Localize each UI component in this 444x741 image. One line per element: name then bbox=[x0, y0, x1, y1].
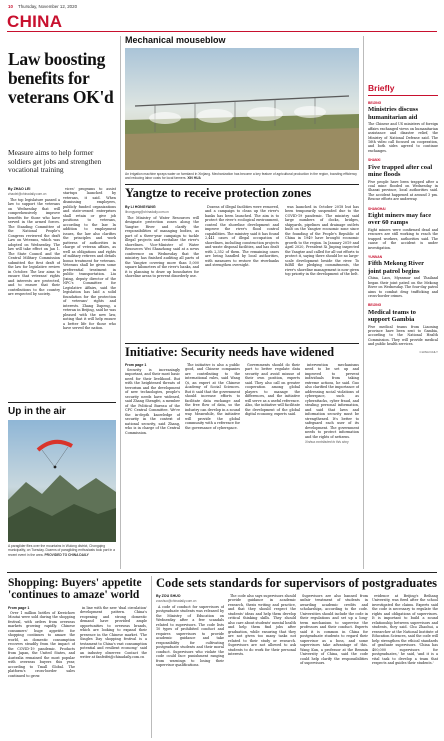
upintheair-kicker: Up in the air bbox=[8, 406, 66, 417]
brief-location: BEIJING bbox=[368, 101, 382, 105]
briefly-title: Briefly bbox=[368, 83, 395, 93]
yangtze-headline: Yangtze to receive protection zones bbox=[125, 186, 312, 200]
codeset-col3-text: Supervisors are also banned from unfair treatment of students in awarding academic credits and scholarships, according to the code. Universities should include the code in their regulations and set up a long-term mechanism to supervise the professors and their conduct. Experts said it is common in China for postgraduate students to regard their supervisor as a boss, and some supervisors take advantage of this. Wang Kun, a professor at the Renmin University of China, said the code could help clarify the responsibilities of supervisors. bbox=[300, 594, 368, 666]
yangtze-col1-text: The Ministry of Water Resources will designate protection zones along the Yangtze River and clarify the responsibilities of managing bodies, as part of a three-year campaign to tackle illegal projects and revitalize the river's shorelines. Vice-Minister of Water Resources Wei Shanzhong said at a news conference on Wednesday that the ministry has finished auditing all parts of the Yangtze covering more than 5,000 square kilometers of the river's banks, and it is planning to draw up boundaries for shoreline areas to prevent disorderly use. bbox=[125, 216, 199, 279]
brief-headline: Eight miners may face over 60 ramps bbox=[368, 211, 432, 227]
brief-headline: Ministries discuss humanitarian aid bbox=[368, 106, 419, 121]
brief-location: SHANXI bbox=[368, 158, 381, 163]
brief-body: Eight miners were confirmed dead and rescuers are still working to reach the trapped workers, authorities said. The cause of the accident is under investigation. bbox=[368, 227, 438, 250]
codeset-col4-text: evidence at Beijing's Beihang University, was fired after the school investigated the claims. Experts said the code is necessary to regulate the rights and obligations of supervisors. It is important to build a sound relationship between supervisors and students, they said. Chu Zhaohui, a researcher at the National Institute of Education Sciences, said the code will help strengthen the ethical standards of graduate supervisors. 'China has 400,000 supervisors for postgraduates,' he said, 'and it is a vital task to develop a team that respects and guides their students.' bbox=[372, 594, 438, 666]
byline: By ZOU SHUO bbox=[156, 594, 181, 598]
brief-body: Five medical teams from Liaoning province have been sent to Gambia, according to the National Health Commission. They will provide medical and public health services. bbox=[368, 324, 438, 347]
brief-body: The Chinese and US ministers of foreign affairs exchanged views on humanitarian assistance and disaster relief, the Ministry of National Defense said. The 16th video call focused on cooperation, and both sides agreed to continue exchanges. bbox=[368, 122, 438, 153]
upintheair-caption bbox=[8, 544, 116, 557]
briefly-credit: CHINA DAILY bbox=[419, 349, 438, 354]
page-number: 10 bbox=[8, 4, 13, 9]
codeset-col-4 bbox=[372, 594, 438, 736]
shopping-headline: Shopping: Buyers' appetite 'continues to amaze' world bbox=[8, 577, 142, 602]
upintheair-credit: PROVIDED TO CHINA DAILY bbox=[44, 552, 89, 557]
yangtze-byline-block bbox=[125, 205, 199, 214]
initiative-col-3 bbox=[245, 363, 300, 567]
lead-byline-block bbox=[8, 187, 60, 196]
divider bbox=[125, 184, 359, 185]
byline-email: zoushuo@chinadaily.com.cn bbox=[156, 598, 197, 603]
codeset-col-3 bbox=[300, 594, 368, 736]
lead-col2-text: vices' programs to assist startups launched by veterans, it said. When dismissing employees, publicly funded organizations and state-owned enterprises shall retain or give job positions to veterans, according to the law. In addition to employment issues, the law also clarifies the principles and work patterns of authorities in charge of veteran affairs, as well as obligations and rights of military retirees and details bonus treatment for veterans. Veterans shall be given some preferential treatment in public transportation. Liu Jixing, deputy director of the NPC's Committee for Legislative Affairs, said the legislation has laid a solid foundation for the protection of veterans' rights and interests. Zhang Dapeng, a veteran in Beijing, said he was pleased with the new law, noting that it will help ensure a better life for those who have served the nation. bbox=[63, 187, 116, 331]
mechanical-caption-text: An irrigation machine sprays water on farmland in Xinjiang. Mechanization has become a key feature of agricultural production in the region, boosting efficiency and reducing labor costs for local farmers. bbox=[125, 172, 357, 181]
column-divider bbox=[120, 36, 121, 569]
from-page-label: From page 1 bbox=[8, 606, 30, 610]
yangtze-col2-text: Dozens of illegal facilities were removed, and a campaign to clean up the river's banks has been launched. The aim is to protect the river's ecological environment, control the shoreline development and improve the river's flood control capabilities. The ministry said it has found 2,441 cases of illegal occupation of shorelines, including construction projects and waste disposal facilities, and has dealt with 2,352 of them. The remaining cases are being handled by local authorities, with measures to restore the riverbanks and strengthen oversight. bbox=[205, 205, 279, 268]
codeset-col-1 bbox=[156, 605, 224, 736]
brief-location: SHANGHAI bbox=[368, 206, 386, 211]
codeset-col1-text: A code of conduct for supervisors of postgraduate students was released by the Ministry of Education on Wednesday after a few scandals related to supervisors. The code lists 10 types of prohibited conduct and requires supervisors to provide academic guidance and take responsibility for cultivating postgraduate students and their moral conduct. Supervisors who violate the code could face punishment ranging from warnings to losing their supervisor qualifications. bbox=[156, 605, 224, 668]
column-divider bbox=[151, 576, 152, 738]
lead-headline: Law boosting benefits for veterans OK'd bbox=[8, 49, 114, 107]
initiative-col2-text: The initiative is also a public good, and Chinese companies are contributing to the international rules, said Wang Qi, an expert at the Chinese Academy of Social Sciences. But it said that the government should increase efforts to facilitate data exchange and the free flow of data, so the industry can develop in a sound way. Meanwhile, the initiative will provide the global community with a reference for the governance of cyberspace. bbox=[185, 363, 240, 430]
brief-location: YUNNAN bbox=[368, 254, 383, 259]
shopping-col1-text: Over 1 million bottles of Kweichow Moutai were sold during the shopping festival, with orders from overseas markets growing rapidly. Chinese consumers' huge appetite for shopping continues to amaze the world, as domestic consumption recovers steadily from the impact of the COVID-19 pandemic. Products from Japan, the United States, and Australia remained the most popular with overseas buyers this year, according to Tmall Global. The platform's cross-border sales continued to grow. bbox=[8, 610, 75, 678]
initiative-headline: Initiative: Security needs have widened bbox=[125, 345, 335, 359]
divider bbox=[125, 343, 359, 344]
byline-email: zhaolei@chinadaily.com.cn bbox=[8, 191, 47, 196]
paraglider-photo bbox=[8, 420, 116, 542]
initiative-col-4 bbox=[305, 363, 359, 567]
upintheair-caption-text: A paraglider flies over the mountains in Wulong district, Chongqing municipality, on Tuesday. Dozens of paragliding enthusiasts took part in a recent event in the area. bbox=[8, 544, 115, 557]
brief-item bbox=[368, 101, 438, 153]
lead-col-1 bbox=[8, 198, 60, 396]
brief-headline: Fifth Mekong River joint patrol begins bbox=[368, 260, 424, 275]
paraglider-photo-svg bbox=[8, 420, 116, 542]
codeset-col2-text: The code also says supervisors should provide guidance in academic research, thesis writing and practice, and that they should respect the students' ideas and help them develop critical thinking skills. They should also care about students' mental health and help them find jobs after graduation, while ensuring that they are not given too many tasks not related to their study or research. Supervisors are not allowed to ask students to do work for their personal interests. bbox=[228, 594, 296, 657]
initiative-col-1 bbox=[125, 363, 180, 567]
from-page-label: From page 1 bbox=[125, 363, 147, 367]
bottom-band-rule bbox=[7, 572, 437, 573]
shopping-col2-text: in line with the new 'dual circulation' development pattern. China's reopening and strong domestic demand have provided ample opportunities to overseas brands, which are looking to expand their presence in the Chinese market. 'The Singles Day shopping festival is a testament to China's vast consumption potential and resilient economy,' said an industry observer. Contact the writer at fanfeifei@chinadaily.com.cn bbox=[80, 606, 147, 660]
section-rule bbox=[7, 31, 437, 32]
page-header bbox=[8, 4, 438, 12]
yangtze-col-3 bbox=[285, 205, 359, 340]
initiative-col4-text: intervention mechanisms need to be set up and improved to prevent individuals from taking extreme actions, he said. Guo also clarified the importance of addressing social violations of cyberspace, such as cyberattacks, cyber fraud, and stealing personal information, and said that laws and information security must be strengthened. It's better to safeguard each user of its development. The government needs to protect information and the rights of netizens. bbox=[305, 363, 359, 439]
mechanical-kicker: Mechanical mouseblow bbox=[125, 35, 226, 45]
irrigation-photo bbox=[125, 48, 359, 170]
byline: By LI HONGYANG bbox=[125, 205, 156, 209]
brief-body: Five people have been trapped after a coal mine flooded on Wednesday in Shanxi province, local authorities said. The accident happened at around 3 pm. Rescue efforts are underway. bbox=[368, 179, 438, 202]
dateline: Thursday, November 12, 2020 bbox=[18, 4, 78, 9]
section-title: CHINA bbox=[7, 12, 63, 31]
yangtze-col-1 bbox=[125, 216, 199, 340]
codeset-headline: Code sets standards for supervisors of postgraduates bbox=[156, 576, 438, 590]
shopping-col-1 bbox=[8, 606, 75, 736]
column-divider bbox=[363, 36, 364, 569]
brief-location: BEIJING bbox=[368, 303, 382, 308]
irrigation-photo-svg bbox=[125, 48, 359, 170]
brief-item bbox=[368, 255, 438, 298]
yangtze-col3-text: was launched in October 2018 but has been temporarily suspended due to the COVID-19 pandemic. The ministry said large numbers of docks, bridges, shipyards, pipelines and drainage outlets built on the Yangtze economic zone since the founding of the People's Republic of China in 1949 have brought economic growth to the region. In January 2019 and April 2020, President Xi Jinping inspected the Yangtze and called for all-out efforts to protect it, saying there should be no large-scale development beside the river. To fulfill the pledging commitments, the river's shoreline management is now given top priority in the development of the belt. bbox=[285, 205, 359, 277]
byline-email: lihongyang@chinadaily.com.cn bbox=[125, 209, 169, 214]
shopping-col-2 bbox=[80, 606, 147, 736]
initiative-col3-text: Governments should do their part to better regulate data security and avoid misuse of their own position, experts said. They also call on greater cooperation among global players to manage the differences, and the initiative will serve as a useful reference. Also, the initiative will facilitate the development of the global digital economy, experts said. bbox=[245, 363, 300, 417]
brief-headline: Medical teams to support Gambia bbox=[368, 308, 416, 323]
brief-headline: Five trapped after coal mine floods bbox=[368, 163, 433, 178]
yangtze-col-2 bbox=[205, 205, 279, 340]
byline: By ZHAO LEI bbox=[8, 187, 31, 191]
brief-item bbox=[368, 303, 438, 346]
initiative-col-2 bbox=[185, 363, 240, 567]
brief-body: China, Laos, Myanmar and Thailand began their joint patrol on the Mekong River on Wednesday. The four-day patrol aims to combat drug trafficking and cross-border crimes. bbox=[368, 276, 438, 298]
lead-col-2 bbox=[63, 187, 116, 396]
initiative-credit: Xinhua contributed to this story bbox=[305, 440, 349, 445]
mechanical-caption bbox=[125, 172, 359, 181]
divider bbox=[8, 402, 116, 403]
brief-item bbox=[368, 158, 438, 201]
lead-col1-text: The top legislature passed a law to support the veterans on Wednesday that will comprehensively improve benefits for those who have served in the armed forces. The Standing Committee of the National People's Congress reviewed the draft Law on Veterans, which was adopted on Wednesday. The law will take effect on Jan 1. The State Council and the Central Military Commission submitted the first draft of the law for legislative review in October. The law aims to ensure that veterans' rights and interests are protected, and to ensure that their contributions to the country are respected by society. bbox=[8, 198, 60, 297]
brief-item bbox=[368, 207, 438, 250]
codeset-col-2 bbox=[228, 594, 296, 736]
codeset-byline-block bbox=[156, 594, 224, 603]
initiative-col1-text: Security is increasingly important, and their most basic need for their livelihood. But with the heightened threats of terrorism and the development of new technologies, people's security needs have widened, said Zhang Shengfei, a member of the Political Bureau of the CPC Central Committee. We're the in-depth knowledge of security in the context of national security, said Zhang, who is in charge of the Central Commission. bbox=[125, 367, 180, 435]
lead-deck: Measure aims to help former soldiers get jobs and strengthen vocational training bbox=[8, 148, 102, 175]
mechanical-credit: XIN HUA bbox=[187, 176, 201, 181]
briefly-list bbox=[368, 96, 438, 566]
